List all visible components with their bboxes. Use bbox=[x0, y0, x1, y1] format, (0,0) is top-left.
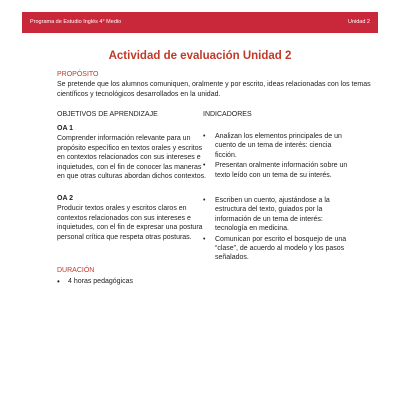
oa1-text bbox=[57, 134, 206, 182]
purpose-line: Se pretende que los alumnos comuniquen, oralmente y por escrito, ideas relacionadas con los temas bbox=[57, 81, 371, 88]
oa1-line: inquietudes, con el fin de conocer las maneras bbox=[57, 163, 202, 171]
unit-label: Unidad 2 bbox=[347, 19, 370, 25]
oa1-line: Comprender información relevante para un bbox=[57, 135, 191, 142]
oa1-code: OA 1 bbox=[57, 125, 74, 132]
header-bar bbox=[22, 12, 378, 33]
oa2-line: personal crítica que respeta otras posturas. bbox=[57, 233, 192, 241]
oa2-text bbox=[57, 204, 203, 242]
indicator-item: • Presentan oralmente información sobre un texto leído con un tema de su interés. bbox=[203, 161, 383, 180]
indicator-item: • Comunican por escrito el bosquejo de una “clase”, de acuerdo al modelo y los pasos señalados. bbox=[203, 235, 383, 263]
indicators-column-header: INDICADORES bbox=[203, 111, 252, 118]
oa2-line: contextos relacionados con sus intereses e bbox=[57, 214, 191, 222]
oa2-code: OA 2 bbox=[57, 195, 74, 202]
oa1-indicators bbox=[203, 132, 383, 180]
oa2-line: Producir textos orales y escritos claros en bbox=[57, 205, 187, 212]
indicator-item: • Analizan los elementos principales de un cuento de un tema de interés: ciencia ficción. bbox=[203, 132, 383, 160]
oa2-indicators bbox=[203, 196, 383, 263]
bullet-icon: • bbox=[57, 277, 60, 286]
oa1-line: en contextos relacionados con sus intereses e bbox=[57, 154, 201, 162]
oa1-line: en que otras culturas abordan dichos contextos. bbox=[57, 173, 207, 181]
indicator-item: • Escriben un cuento, ajustándose a la estructura del texto, guiados por la información de un tema de interés: tecnología en medicina. bbox=[203, 196, 383, 234]
oa1-line: propósito específico en textos orales y escritos bbox=[57, 144, 203, 152]
duration-item: 4 horas pedagógicas bbox=[68, 278, 133, 285]
program-name: Programa de Estudio Inglés 4° Medio bbox=[30, 19, 122, 25]
purpose-line: científicos y tecnológicos desarrollados en la unidad. bbox=[57, 90, 221, 98]
objectives-column-header: OBJETIVOS DE APRENDIZAJE bbox=[57, 111, 158, 118]
purpose-text bbox=[57, 80, 371, 99]
duration-heading: DURACIÓN bbox=[57, 267, 95, 274]
purpose-heading: PROPÓSITO bbox=[57, 71, 99, 78]
oa2-line: inquietudes, con el fin de expresar una postura bbox=[57, 224, 203, 232]
page-title: Actividad de evaluación Unidad 2 bbox=[108, 50, 292, 62]
